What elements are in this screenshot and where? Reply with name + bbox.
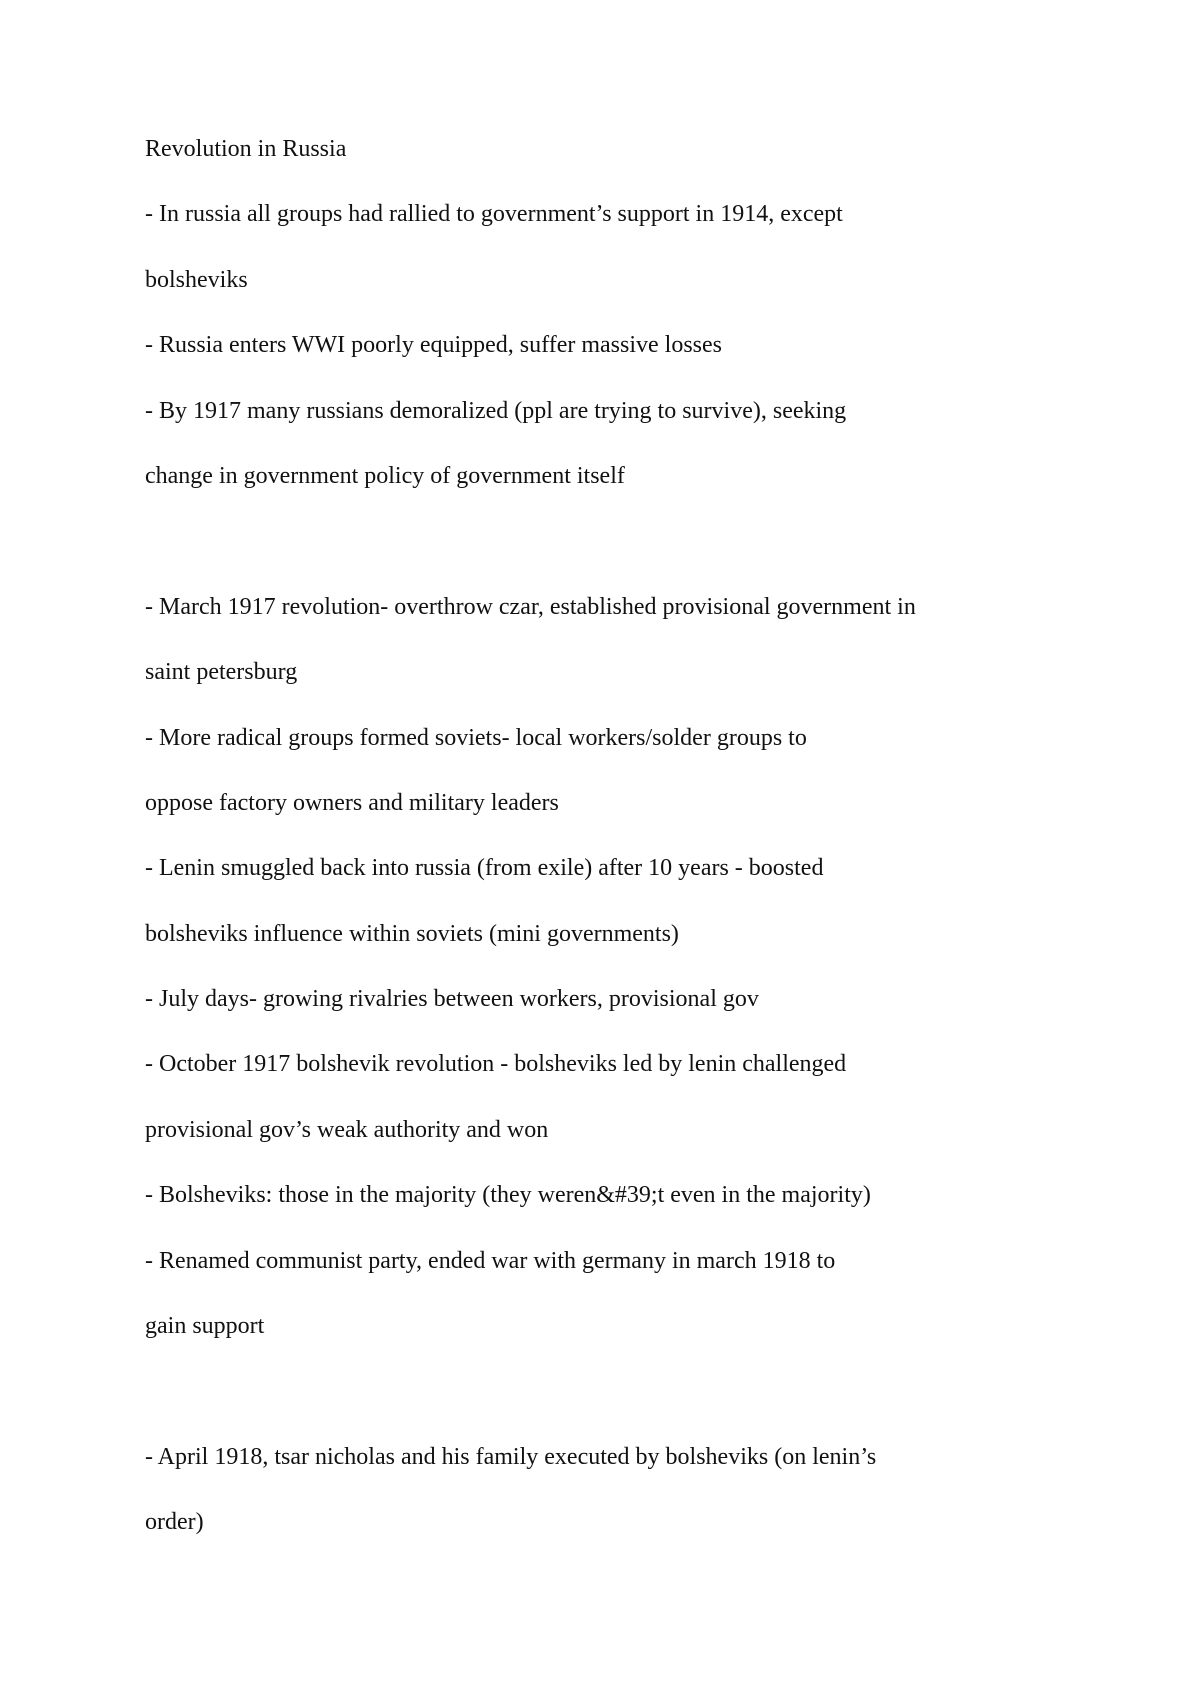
- text-line: bolsheviks: [145, 266, 248, 293]
- text-line: - Bolsheviks: those in the majority (they weren&#39;t even in the majority): [145, 1182, 871, 1209]
- text-line: - March 1917 revolution- overthrow czar, established provisional government in: [145, 593, 916, 620]
- text-line: - Lenin smuggled back into russia (from exile) after 10 years - boosted: [145, 855, 824, 882]
- blank-line: [145, 1378, 1080, 1443]
- document-title: Revolution in Russia: [145, 136, 347, 162]
- text-line: - By 1917 many russians demoralized (ppl are trying to survive), seeking: [145, 397, 847, 424]
- text-line: - Russia enters WWI poorly equipped, suffer massive losses: [145, 332, 722, 359]
- text-line: - More radical groups formed soviets- local workers/solder groups to: [145, 724, 807, 751]
- text-line: change in government policy of government itself: [145, 462, 625, 489]
- text-line: saint petersburg: [145, 659, 298, 686]
- text-line: - October 1917 bolshevik revolution - bolsheviks led by lenin challenged: [145, 1051, 847, 1078]
- text-line: gain support: [145, 1313, 265, 1340]
- text-line: - Renamed communist party, ended war with germany in march 1918 to: [145, 1247, 836, 1274]
- document-body: [145, 136, 1080, 1575]
- text-line: - In russia all groups had rallied to government’s support in 1914, except: [145, 201, 843, 228]
- text-line: oppose factory owners and military leaders: [145, 789, 559, 816]
- text-line: order): [145, 1509, 204, 1536]
- blank-line: [145, 528, 1080, 593]
- text-line: bolsheviks influence within soviets (mini governments): [145, 920, 679, 947]
- text-line: - July days- growing rivalries between workers, provisional gov: [145, 986, 759, 1013]
- text-line: - April 1918, tsar nicholas and his family executed by bolsheviks (on lenin’s: [145, 1443, 877, 1470]
- text-line: provisional gov’s weak authority and won: [145, 1116, 549, 1143]
